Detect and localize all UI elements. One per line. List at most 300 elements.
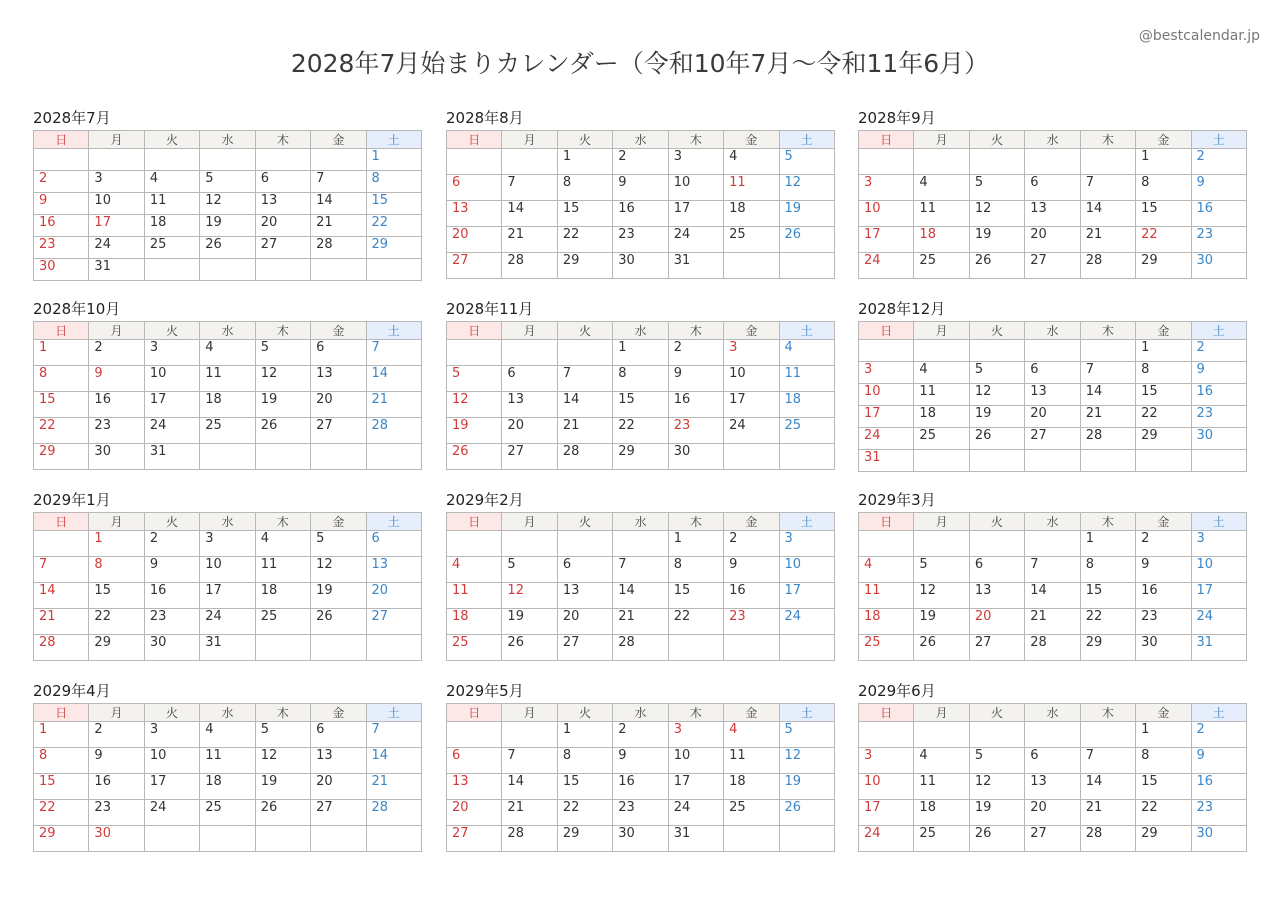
day-cell: 4: [447, 557, 502, 583]
week-row: [447, 748, 835, 774]
month-calendar: [858, 679, 1247, 852]
day-cell: 6: [255, 171, 310, 193]
day-cell: 28: [613, 635, 668, 661]
month-table: [446, 130, 835, 279]
day-cell: 14: [557, 392, 612, 418]
week-row: [447, 531, 835, 557]
weekday-header: 金: [1136, 131, 1191, 149]
day-cell: 5: [311, 531, 366, 557]
day-cell: 6: [1025, 175, 1080, 201]
month-table: [33, 130, 422, 281]
week-row: [447, 826, 835, 852]
day-cell: 21: [311, 215, 366, 237]
month-table: [33, 703, 422, 852]
weekday-header: 日: [447, 513, 502, 531]
day-cell: 18: [724, 774, 779, 800]
week-row: [34, 635, 422, 661]
day-cell: 31: [200, 635, 255, 661]
day-cell: 21: [366, 392, 421, 418]
week-row: [447, 253, 835, 279]
day-cell: 3: [859, 362, 914, 384]
day-cell: 30: [613, 253, 668, 279]
day-cell: 11: [200, 748, 255, 774]
day-cell: 6: [447, 175, 502, 201]
week-row: [34, 583, 422, 609]
day-cell: 13: [255, 193, 310, 215]
day-cell: 20: [311, 774, 366, 800]
day-cell: 20: [1025, 227, 1080, 253]
week-row: [859, 800, 1247, 826]
week-row: [859, 227, 1247, 253]
day-cell: 16: [1191, 774, 1246, 800]
month-label: 2028年10月: [33, 300, 121, 318]
day-cell: [200, 259, 255, 281]
month-label: 2029年2月: [446, 491, 524, 509]
weekday-header: 火: [144, 131, 199, 149]
month-calendar: [858, 106, 1247, 279]
day-cell: 30: [613, 826, 668, 852]
weekday-header: 木: [1080, 322, 1135, 340]
day-cell: 22: [1136, 800, 1191, 826]
day-cell: 15: [1080, 583, 1135, 609]
day-cell: 5: [502, 557, 557, 583]
day-cell: 5: [779, 722, 834, 748]
day-cell: [1080, 450, 1135, 472]
week-row: [859, 748, 1247, 774]
weekday-header: 木: [1080, 704, 1135, 722]
day-cell: [89, 149, 144, 171]
day-cell: 2: [89, 340, 144, 366]
weekday-header: 金: [1136, 704, 1191, 722]
day-cell: 5: [969, 362, 1024, 384]
weekday-header: 金: [724, 513, 779, 531]
day-cell: 11: [447, 583, 502, 609]
day-cell: 22: [34, 418, 89, 444]
day-cell: 11: [144, 193, 199, 215]
day-cell: 27: [1025, 428, 1080, 450]
weekday-header: 日: [34, 322, 89, 340]
day-cell: [914, 531, 969, 557]
day-cell: 12: [969, 384, 1024, 406]
day-cell: 24: [859, 428, 914, 450]
weekday-header: 木: [668, 513, 723, 531]
day-cell: 5: [969, 175, 1024, 201]
day-cell: 4: [724, 722, 779, 748]
day-cell: [34, 149, 89, 171]
day-cell: 19: [200, 215, 255, 237]
weekday-header: 月: [914, 322, 969, 340]
week-row: [447, 444, 835, 470]
day-cell: 13: [557, 583, 612, 609]
day-cell: 1: [1080, 531, 1135, 557]
day-cell: 29: [1080, 635, 1135, 661]
day-cell: 10: [144, 748, 199, 774]
month-label: 2028年8月: [446, 109, 524, 127]
month-calendar: [858, 297, 1247, 472]
day-cell: 3: [668, 149, 723, 175]
day-cell: 7: [557, 366, 612, 392]
weekday-header: 月: [89, 322, 144, 340]
weekday-header: 木: [255, 131, 310, 149]
weekday-header: 土: [366, 322, 421, 340]
day-cell: 29: [34, 444, 89, 470]
day-cell: 12: [779, 748, 834, 774]
day-cell: 31: [1191, 635, 1246, 661]
day-cell: 27: [447, 253, 502, 279]
day-cell: 30: [1191, 253, 1246, 279]
day-cell: 21: [366, 774, 421, 800]
weekday-header: 日: [859, 513, 914, 531]
day-cell: 28: [1080, 428, 1135, 450]
day-cell: 16: [613, 774, 668, 800]
day-cell: 28: [366, 800, 421, 826]
weekday-header: 金: [311, 322, 366, 340]
week-row: [859, 722, 1247, 748]
day-cell: 9: [1191, 175, 1246, 201]
day-cell: [255, 826, 310, 852]
weekday-header: 日: [34, 513, 89, 531]
day-cell: 12: [969, 201, 1024, 227]
week-row: [447, 722, 835, 748]
weekday-header: 木: [255, 513, 310, 531]
day-cell: 3: [779, 531, 834, 557]
day-cell: 20: [255, 215, 310, 237]
day-cell: [447, 531, 502, 557]
day-cell: [914, 340, 969, 362]
day-cell: 14: [1080, 774, 1135, 800]
day-cell: 10: [859, 774, 914, 800]
day-cell: [366, 259, 421, 281]
day-cell: 19: [914, 609, 969, 635]
day-cell: 31: [89, 259, 144, 281]
day-cell: 14: [502, 774, 557, 800]
week-row: [34, 193, 422, 215]
day-cell: 12: [255, 748, 310, 774]
day-cell: 3: [1191, 531, 1246, 557]
day-cell: [859, 149, 914, 175]
day-cell: [1080, 722, 1135, 748]
day-cell: 30: [34, 259, 89, 281]
weekday-header: 金: [724, 704, 779, 722]
day-cell: 11: [200, 366, 255, 392]
day-cell: 4: [779, 340, 834, 366]
day-cell: 2: [1191, 149, 1246, 175]
weekday-header: 日: [447, 704, 502, 722]
weekday-header: 日: [34, 704, 89, 722]
month-label: 2029年6月: [858, 682, 936, 700]
weekday-header: 月: [914, 513, 969, 531]
week-row: [34, 259, 422, 281]
day-cell: 4: [724, 149, 779, 175]
day-cell: [779, 635, 834, 661]
day-cell: 7: [613, 557, 668, 583]
day-cell: 26: [779, 800, 834, 826]
day-cell: 26: [779, 227, 834, 253]
day-cell: 10: [668, 175, 723, 201]
day-cell: [144, 259, 199, 281]
month-table: [446, 703, 835, 852]
day-cell: [1191, 450, 1246, 472]
day-cell: 18: [914, 406, 969, 428]
month-table: [858, 703, 1247, 852]
month-label: 2028年7月: [33, 109, 111, 127]
week-row: [447, 800, 835, 826]
day-cell: 7: [1080, 748, 1135, 774]
week-row: [34, 392, 422, 418]
week-row: [447, 175, 835, 201]
day-cell: 14: [34, 583, 89, 609]
month-table: [858, 321, 1247, 472]
day-cell: 9: [1136, 557, 1191, 583]
day-cell: [557, 340, 612, 366]
day-cell: 22: [34, 800, 89, 826]
day-cell: 28: [502, 826, 557, 852]
weekday-header: 水: [1025, 513, 1080, 531]
day-cell: 8: [1136, 748, 1191, 774]
day-cell: 13: [969, 583, 1024, 609]
week-row: [447, 609, 835, 635]
day-cell: 16: [89, 774, 144, 800]
day-cell: 19: [255, 392, 310, 418]
day-cell: 9: [613, 175, 668, 201]
day-cell: 31: [859, 450, 914, 472]
day-cell: 12: [779, 175, 834, 201]
day-cell: 28: [34, 635, 89, 661]
month-calendar: [446, 679, 835, 852]
day-cell: 24: [859, 253, 914, 279]
day-cell: 15: [613, 392, 668, 418]
day-cell: [724, 635, 779, 661]
day-cell: 1: [557, 722, 612, 748]
day-cell: 2: [1191, 340, 1246, 362]
day-cell: 19: [255, 774, 310, 800]
day-cell: 20: [311, 392, 366, 418]
day-cell: [311, 259, 366, 281]
day-cell: 14: [311, 193, 366, 215]
day-cell: [859, 722, 914, 748]
day-cell: 12: [255, 366, 310, 392]
weekday-header: 木: [1080, 513, 1135, 531]
day-cell: 29: [1136, 826, 1191, 852]
week-row: [447, 340, 835, 366]
day-cell: 16: [613, 201, 668, 227]
day-cell: 22: [366, 215, 421, 237]
day-cell: 10: [859, 384, 914, 406]
day-cell: 29: [366, 237, 421, 259]
day-cell: 21: [502, 227, 557, 253]
day-cell: 23: [613, 227, 668, 253]
day-cell: 30: [1191, 826, 1246, 852]
day-cell: 9: [34, 193, 89, 215]
day-cell: [144, 149, 199, 171]
day-cell: 2: [613, 149, 668, 175]
day-cell: 2: [613, 722, 668, 748]
day-cell: 28: [366, 418, 421, 444]
day-cell: [724, 253, 779, 279]
day-cell: [34, 531, 89, 557]
day-cell: 29: [89, 635, 144, 661]
day-cell: 25: [447, 635, 502, 661]
day-cell: 22: [557, 800, 612, 826]
weekday-header: 水: [1025, 704, 1080, 722]
day-cell: 3: [859, 748, 914, 774]
day-cell: [366, 826, 421, 852]
day-cell: 20: [557, 609, 612, 635]
day-cell: 3: [144, 340, 199, 366]
weekday-header: 火: [557, 322, 612, 340]
day-cell: 2: [1191, 722, 1246, 748]
day-cell: [311, 635, 366, 661]
day-cell: 18: [724, 201, 779, 227]
day-cell: 14: [613, 583, 668, 609]
day-cell: 14: [366, 366, 421, 392]
day-cell: 5: [447, 366, 502, 392]
calendar-grid: [33, 106, 1247, 866]
day-cell: 2: [724, 531, 779, 557]
day-cell: 22: [89, 609, 144, 635]
month-calendar: [33, 679, 422, 852]
day-cell: 4: [144, 171, 199, 193]
day-cell: 30: [89, 826, 144, 852]
day-cell: 6: [447, 748, 502, 774]
day-cell: [255, 635, 310, 661]
day-cell: 12: [969, 774, 1024, 800]
day-cell: 5: [779, 149, 834, 175]
day-cell: 22: [668, 609, 723, 635]
day-cell: 17: [1191, 583, 1246, 609]
weekday-header: 火: [144, 704, 199, 722]
day-cell: 10: [89, 193, 144, 215]
day-cell: 17: [144, 774, 199, 800]
day-cell: 21: [613, 609, 668, 635]
day-cell: 16: [34, 215, 89, 237]
day-cell: [502, 149, 557, 175]
day-cell: 1: [668, 531, 723, 557]
weekday-header: 金: [311, 513, 366, 531]
day-cell: 16: [724, 583, 779, 609]
weekday-header: 土: [1191, 131, 1246, 149]
week-row: [34, 531, 422, 557]
day-cell: [1025, 149, 1080, 175]
day-cell: 3: [859, 175, 914, 201]
day-cell: [724, 826, 779, 852]
week-row: [34, 340, 422, 366]
day-cell: 11: [914, 774, 969, 800]
day-cell: 18: [200, 392, 255, 418]
week-row: [859, 175, 1247, 201]
month-table: [858, 130, 1247, 279]
day-cell: 31: [144, 444, 199, 470]
month-table: [858, 512, 1247, 661]
week-row: [447, 418, 835, 444]
day-cell: 6: [969, 557, 1024, 583]
day-cell: 28: [502, 253, 557, 279]
day-cell: 15: [34, 392, 89, 418]
day-cell: 10: [200, 557, 255, 583]
week-row: [859, 774, 1247, 800]
day-cell: 15: [668, 583, 723, 609]
day-cell: 13: [311, 748, 366, 774]
day-cell: 9: [1191, 362, 1246, 384]
month-calendar: [33, 488, 422, 661]
day-cell: 27: [1025, 826, 1080, 852]
day-cell: 4: [914, 175, 969, 201]
day-cell: 17: [89, 215, 144, 237]
day-cell: 21: [557, 418, 612, 444]
day-cell: 15: [1136, 384, 1191, 406]
day-cell: 28: [311, 237, 366, 259]
weekday-header: 金: [311, 704, 366, 722]
day-cell: [779, 444, 834, 470]
day-cell: 31: [668, 253, 723, 279]
week-row: [859, 149, 1247, 175]
day-cell: 1: [1136, 149, 1191, 175]
week-row: [447, 227, 835, 253]
weekday-header: 日: [447, 322, 502, 340]
day-cell: [969, 722, 1024, 748]
day-cell: 10: [859, 201, 914, 227]
month-calendar: [858, 488, 1247, 661]
weekday-header: 木: [668, 704, 723, 722]
weekday-header: 金: [1136, 513, 1191, 531]
weekday-header: 火: [144, 322, 199, 340]
week-row: [859, 635, 1247, 661]
day-cell: 14: [366, 748, 421, 774]
day-cell: 6: [557, 557, 612, 583]
day-cell: 15: [89, 583, 144, 609]
day-cell: 24: [144, 800, 199, 826]
week-row: [34, 557, 422, 583]
week-row: [447, 557, 835, 583]
week-row: [34, 366, 422, 392]
day-cell: 7: [1025, 557, 1080, 583]
weekday-header: 金: [311, 131, 366, 149]
day-cell: 24: [200, 609, 255, 635]
day-cell: 1: [1136, 340, 1191, 362]
day-cell: 22: [613, 418, 668, 444]
day-cell: 28: [1080, 826, 1135, 852]
week-row: [34, 826, 422, 852]
day-cell: 7: [366, 722, 421, 748]
day-cell: [255, 149, 310, 171]
day-cell: 14: [502, 201, 557, 227]
day-cell: 14: [1025, 583, 1080, 609]
weekday-header: 土: [366, 704, 421, 722]
weekday-header: 水: [200, 322, 255, 340]
day-cell: 19: [311, 583, 366, 609]
month-calendar: [446, 297, 835, 470]
day-cell: 6: [311, 722, 366, 748]
week-row: [447, 149, 835, 175]
week-row: [34, 171, 422, 193]
day-cell: 8: [613, 366, 668, 392]
day-cell: 6: [1025, 748, 1080, 774]
day-cell: [557, 531, 612, 557]
day-cell: 20: [447, 227, 502, 253]
day-cell: 11: [255, 557, 310, 583]
weekday-header: 火: [557, 513, 612, 531]
week-row: [34, 774, 422, 800]
day-cell: 5: [255, 340, 310, 366]
day-cell: 19: [502, 609, 557, 635]
month-label: 2029年4月: [33, 682, 111, 700]
day-cell: 11: [779, 366, 834, 392]
day-cell: 12: [311, 557, 366, 583]
day-cell: 1: [613, 340, 668, 366]
day-cell: 29: [557, 253, 612, 279]
day-cell: [724, 444, 779, 470]
day-cell: 6: [366, 531, 421, 557]
